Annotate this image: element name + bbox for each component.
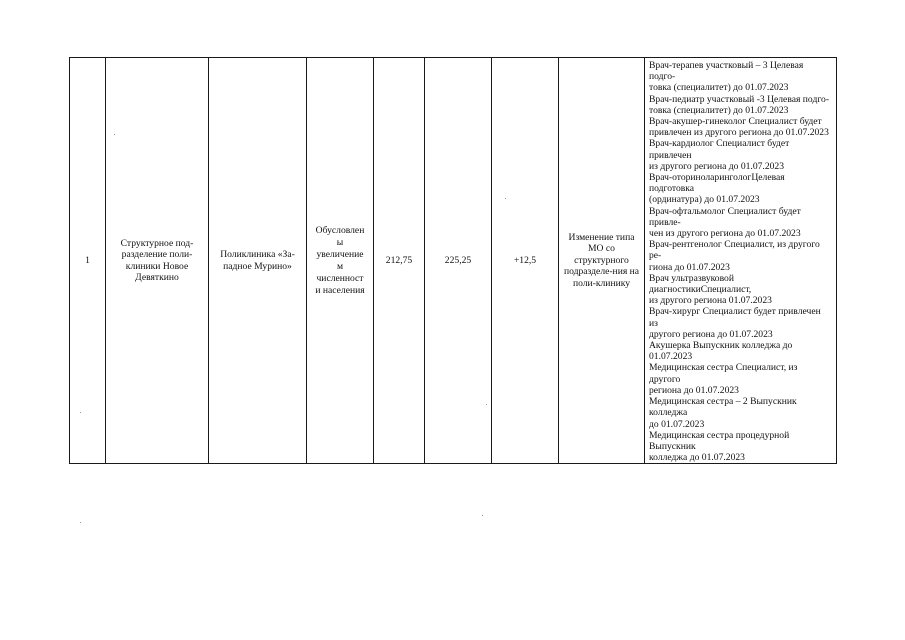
- reason-line: увеличение: [316, 248, 364, 260]
- polyclinic-name: Поликлиника «За-падное Мурино»: [220, 249, 295, 272]
- polyclinic-cell: [209, 58, 307, 464]
- subdivision-cell: [106, 58, 209, 464]
- scan-speck: [505, 198, 506, 199]
- staff-line: из другого региона до 01.07.2023: [649, 160, 785, 172]
- scan-speck: [80, 412, 81, 413]
- reason-line: Обусловлен: [315, 224, 365, 236]
- staff-line: Медицинская сестра – 2 Выпускник колледжа: [649, 396, 797, 419]
- subdivision-name: Структурное под-разделение поли-клиники Новое Девяткино: [120, 237, 194, 284]
- staff-line: Врач-рентгенолог Специалист, из другого ре-: [649, 239, 820, 262]
- staff-line: товка (специалитет) до 01.07.2023: [649, 104, 789, 116]
- staff-line: привлечен из другого региона до 01.07.2023: [649, 127, 829, 139]
- staff-line: колледжа до 01.07.2023: [649, 452, 745, 464]
- reason-line: и населения: [315, 284, 365, 296]
- reason-line: ы: [336, 236, 344, 248]
- staff-line: Медицинская сестра Специалист, из другого: [649, 362, 798, 385]
- staff-line: Врач-кардиолог Специалист будет привлечен: [649, 138, 790, 161]
- reason-cell: [307, 58, 374, 464]
- row-number-cell: [70, 58, 106, 464]
- scan-speck: [80, 522, 81, 523]
- change-description: Изменение типа МО со структурного подразделе-ния на поли-клинику: [563, 231, 640, 289]
- scan-speck: [482, 515, 483, 516]
- staff-line: Врач-офтальмолог Специалист будет привле-: [649, 205, 801, 228]
- staff-line: Врач-хирург Специалист будет привлечен из: [649, 306, 821, 329]
- change-cell: [559, 58, 645, 464]
- staff-line: региона до 01.07.2023: [649, 384, 739, 396]
- staff-line: Врач ультразвуковой диагностикиСпециалист,: [649, 272, 752, 296]
- delta-cell: [492, 58, 559, 464]
- value-before: 212,75: [385, 254, 413, 266]
- staff-line: Медицинская сестра процедурной Выпускник: [649, 429, 790, 452]
- staff-line: другого региона до 01.07.2023: [649, 328, 773, 340]
- staff-line: Врач-педиатр участковый -3 Целевая подго-: [649, 93, 830, 105]
- staff-line: (ординатура) до 01.07.2023: [649, 194, 760, 206]
- staff-line: чен из другого региона до 01.07.2023: [649, 228, 801, 240]
- value-after-cell: [425, 58, 492, 464]
- scan-speck: [486, 404, 487, 405]
- reason-line: м: [336, 260, 344, 272]
- scan-speck: [114, 134, 115, 135]
- staffing-table: [69, 57, 837, 464]
- staff-line: Врач-оториноларингологЦелевая подготовка: [649, 172, 785, 195]
- staff-line: гиона до 01.07.2023: [649, 261, 730, 273]
- staff-line: Врач-терапев участковый – 3 Целевая подго-: [649, 60, 804, 83]
- staff-line: товка (специалитет) до 01.07.2023: [649, 82, 789, 94]
- staff-line: до 01.07.2023: [649, 418, 705, 430]
- reason-line: численност: [316, 272, 364, 284]
- value-after: 225,25: [444, 254, 472, 266]
- delta-value: +12,5: [513, 254, 537, 266]
- staff-line: из другого региона 01.07.2023: [649, 295, 772, 307]
- value-before-cell: [374, 58, 425, 464]
- row-number: 1: [85, 254, 90, 266]
- staff-line: Врач-акушер-гинеколог Специалист будет: [649, 116, 822, 128]
- staff-plan-cell: [645, 58, 837, 464]
- staff-line: Акушерка Выпускник колледжа до 01.07.2023: [649, 340, 793, 363]
- table-row: [70, 58, 837, 464]
